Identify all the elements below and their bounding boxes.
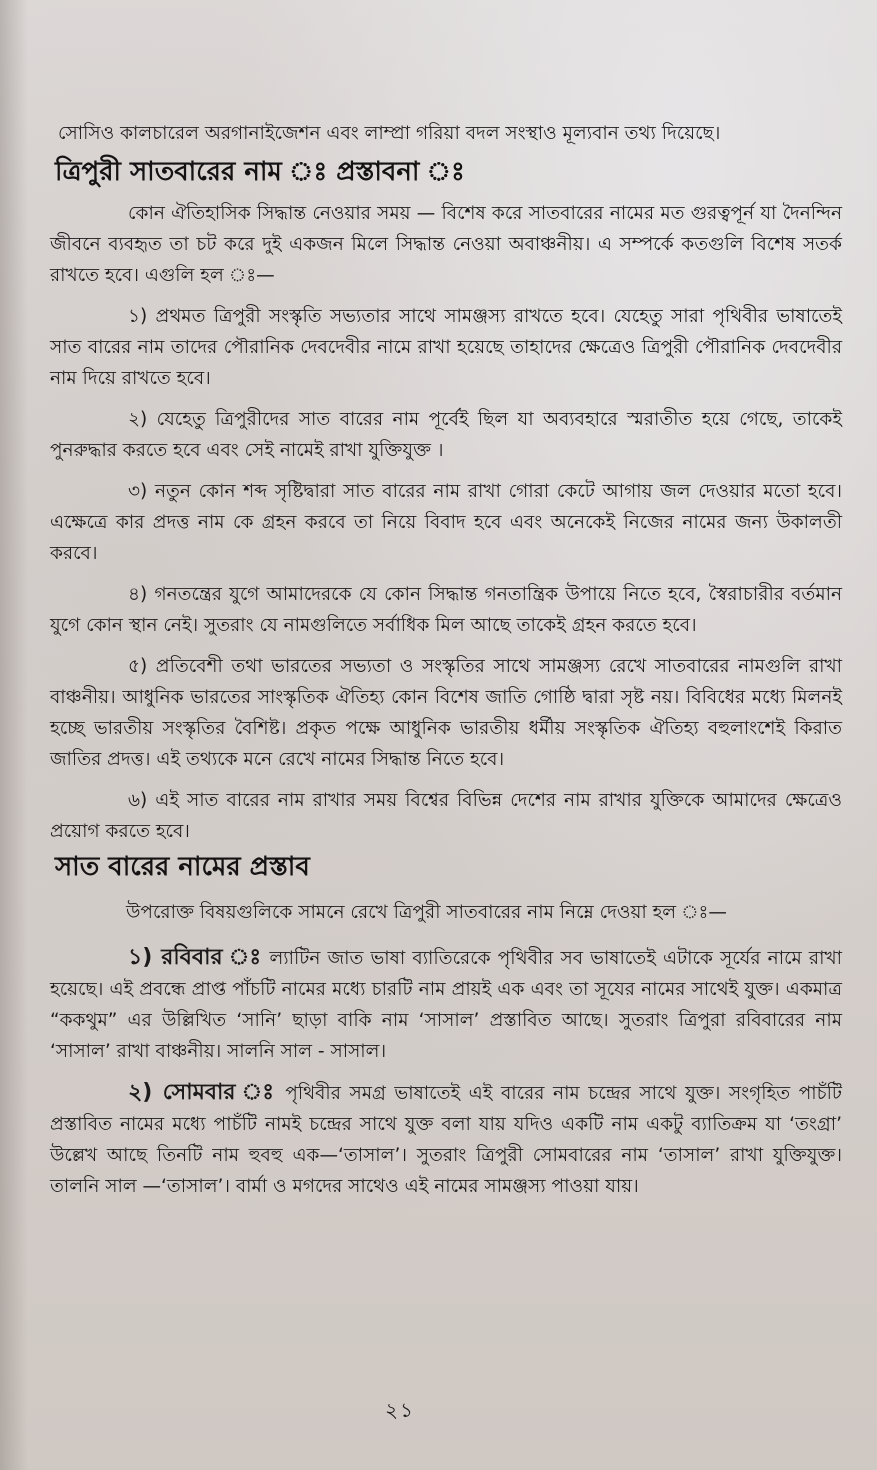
intro-line: সোসিও কালচারেল অরগানাইজেশন এবং লাম্প্রা গরিয়া বদল সংস্থাও মূল্যবান তথ্য দিয়েছে। (58, 123, 721, 144)
section-heading-day-names: সাত বারের নামের প্রস্তাব (55, 852, 310, 882)
page-number: ২১ (385, 1398, 415, 1422)
day-names-lead: উপরোক্ত বিষয়গুলিকে সামনে রেখে ত্রিপুরী সাতবারের নাম নিম্নে দেওয়া হল ঃ— (126, 902, 727, 923)
day-label-monday: ২) সোমবার ঃ (128, 1080, 277, 1105)
day-label-sunday: ১) রবিবার ঃ (128, 945, 263, 970)
day-paragraph-sunday (50, 942, 842, 1067)
point-paragraph-5: ৫) প্রতিবেশী তথা ভারতের সভ্যতা ও সংস্কৃতির সাথে সামঞ্জস্য রেখে সাতবারের নামগুলি রাখা বাঞ্চনীয়। আধুনিক ভারতের সাংস্কৃতিক ঐতিহ্য কোন বিশেষ জাতি গোষ্ঠি দ্বারা সৃষ্ট নয়। বিবিধের মধ্যে মিলনই হচ্ছে ভারতীয় সংস্কৃতির বৈশিষ্ট। প্রকৃত পক্ষে আধুনিক ভারতীয় ধর্মীয় সংস্কৃতিক ঐতিহ্য বহুলাংশেই কিরাত জাতির প্রদত্ত। এই তথ্যকে মনে রেখে নামের সিদ্ধান্ত নিতে হবে। (50, 656, 842, 770)
point-paragraph-2: ২) যেহেতু ত্রিপুরীদের সাত বারের নাম পূর্বেই ছিল যা অব্যবহারে স্মরাতীত হয়ে গেছে, তাকেই পুনরুদ্ধার করতে হবে এবং সেই নামেই রাখা যুক্তিযুক্ত । (50, 409, 842, 461)
section-heading-proposal: ত্রিপুরী সাতবারের নাম ঃ প্রস্তাবনা ঃ (55, 157, 465, 187)
point-paragraph-3: ৩) নতুন কোন শব্দ সৃষ্টিদ্বারা সাত বারের নাম রাখা গোরা কেটে আগায় জল দেওয়ার মতো হবে। এক্ষেত্রে কার প্রদত্ত নাম কে গ্রহন করবে তা নিয়ে বিবাদ হবে এবং অনেকেই নিজের নামের জন্য উকালতী করবে। (50, 481, 842, 564)
point-paragraph-4: ৪) গনতন্ত্রের যুগে আমাদেরকে যে কোন সিদ্ধান্ত গনতান্ত্রিক উপায়ে নিতে হবে, স্বৈরাচারীর বর্তমান যুগে কোন স্থান নেই। সুতরাং যে নামগুলিতে সর্বাধিক মিল আছে তাকেই গ্রহন করতে হবে। (50, 584, 842, 636)
point-paragraph-6: ৬) এই সাত বারের নাম রাখার সময় বিশ্বের বিভিন্ন দেশের নাম রাখার যুক্তিকে আমাদের ক্ষেত্রেও প্রয়োগ করতে হবে। (50, 790, 842, 842)
page-fold-shadow (0, 0, 28, 1470)
day-text-sunday: ল্যাটিন জাত ভাষা ব্যাতিরেকে পৃথিবীর সব ভাষাতেই এটাকে সূর্যের নামে রাখা হয়েছে। এই প্রবন্ধে প্রাপ্ত পাঁচটি নামের মধ্যে চারটি নাম প্রায়ই এক এবং তা সূযের নামের সাথেই যুক্ত। একমাত্র “ককথুম” এর উল্লিখিত ‘সানি’ ছাড়া বাকি নাম ‘সাসাল’ প্রস্তাবিত আছে। সুতরাং ত্রিপুরা রবিবারের নাম ‘সাসাল’ রাখা বাঞ্চনীয়। সালনি সাল - সাসাল। (50, 948, 842, 1062)
section-lead-paragraph: কোন ঐতিহাসিক সিদ্ধান্ত নেওয়ার সময় — বিশেষ করে সাতবারের নামের মত গুরত্বপূর্ন যা দৈনন্দিন জীবনে ব্যবহৃত তা চট করে দুই একজন মিলে সিদ্ধান্ত নেওয়া অবাঞ্চনীয়। এ সম্পর্কে কতগুলি বিশেষ সতর্ক রাখতে হবে। এগুলি হল ঃ— (50, 203, 842, 286)
page-content (30, 118, 842, 1212)
day-paragraph-monday (50, 1077, 842, 1202)
day-text-monday: পৃথিবীর সমগ্র ভাষাতেই এই বারের নাম চন্দ্রের সাথে যুক্ত। সংগৃহিত পাচঁটি প্রস্তাবিত নামের মধ্যে পাচঁটি নামই চন্দ্রের সাথে যুক্ত বলা যায় যদিও একটি নাম একটু ব্যাতিক্রম যা ‘তংগ্রা’ উল্লেখ আছে তিনটি নাম হুবহু এক—‘তাসাল’। সুতরাং ত্রিপুরী সোমবারের নাম ‘তাসাল’ রাখা যুক্তিযুক্ত। তালনি সাল —‘তাসাল’। বার্মা ও মগদের সাথেও এই নামের সামঞ্জস্য পাওয়া যায়। (50, 1083, 842, 1197)
point-paragraph-1: ১) প্রথমত ত্রিপুরী সংস্কৃতি সভ্যতার সাথে সামঞ্জস্য রাখতে হবে। যেহেতু সারা পৃথিবীর ভাষাতেই সাত বারের নাম তাদের পৌরানিক দেবদেবীর নামে রাখা হয়েছে তাহাদের ক্ষেত্রেও ত্রিপুরী পৌরানিক দেবদেবীর নাম দিয়ে রাখতে হবে। (50, 306, 842, 389)
